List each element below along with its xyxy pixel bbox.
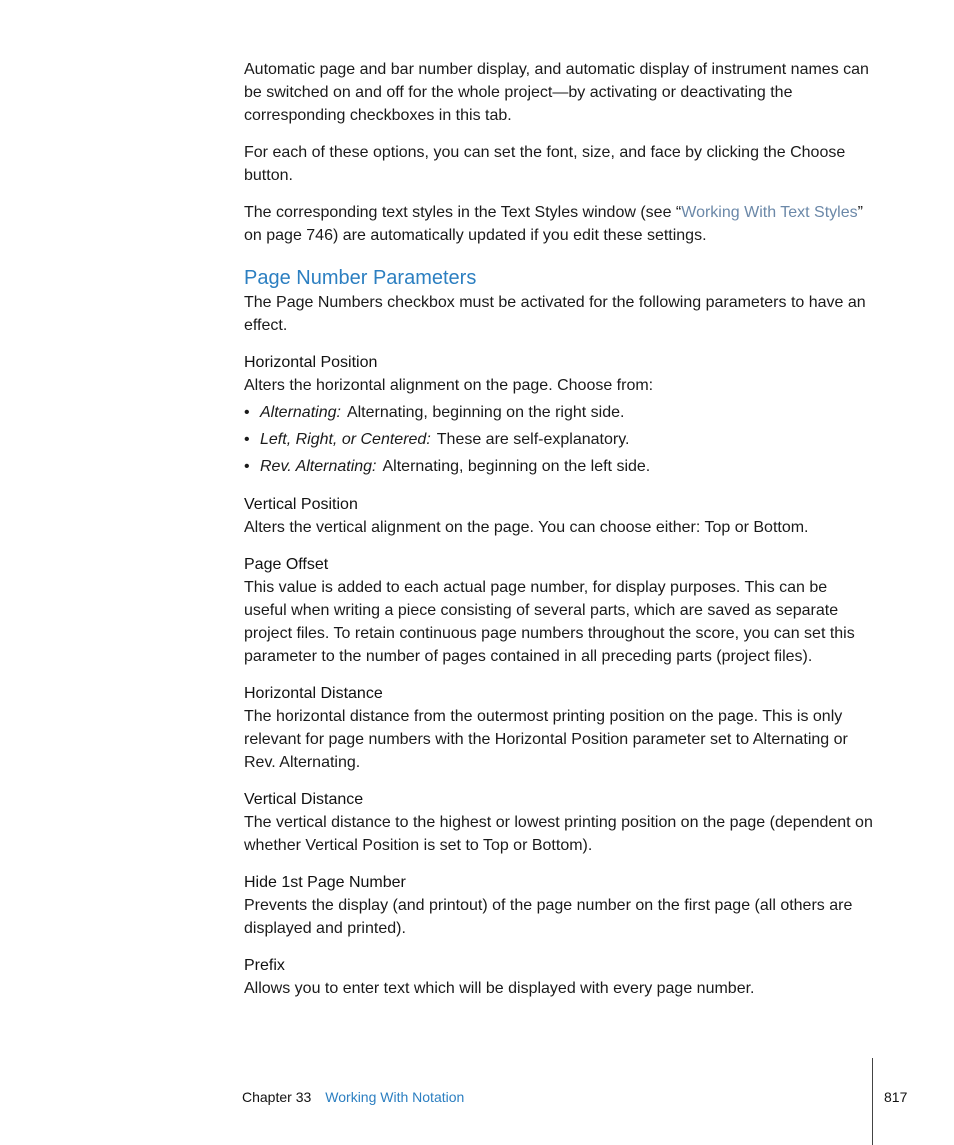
- horizontal-position-desc: Alters the horizontal alignment on the page. Choose from:: [244, 377, 654, 394]
- page-offset-title: Page Offset: [244, 556, 329, 573]
- footer-divider: [872, 1058, 873, 1145]
- hide-first-page-number-desc: Prevents the display (and printout) of the page number on the first page (all others are displayed and printed).: [244, 897, 853, 937]
- intro-paragraph-1: Automatic page and bar number display, and automatic display of instrument names can be switched on and off for the whole project—by activating or deactivating the corresponding checkboxes in this tab.: [244, 61, 869, 124]
- option-term: Alternating:: [260, 404, 341, 421]
- vertical-position-desc: Alters the vertical alignment on the page. You can choose either: Top or Bottom.: [244, 519, 809, 536]
- option-text: These are self-explanatory.: [436, 431, 630, 448]
- list-item: [244, 455, 874, 479]
- prefix-desc: Allows you to enter text which will be displayed with every page number.: [244, 980, 755, 997]
- prefix-title: Prefix: [244, 957, 285, 974]
- vertical-position-title: Vertical Position: [244, 496, 358, 513]
- intro-paragraph-3-end: ” on page 746) are automatically updated if you edit these settings.: [244, 204, 863, 244]
- page-content: [244, 58, 874, 1014]
- text-styles-link[interactable]: Working With Text Styles: [681, 204, 858, 221]
- horizontal-distance-desc: The horizontal distance from the outermost printing position on the page. This is only relevant for page numbers with the Horizontal Position parameter set to Alternating or Rev. Alternating.: [244, 708, 848, 771]
- intro-paragraph-3-start: The corresponding text styles in the Text Styles window (see “: [244, 204, 682, 221]
- hide-first-page-number-title: Hide 1st Page Number: [244, 874, 406, 891]
- vertical-distance-desc: The vertical distance to the highest or lowest printing position on the page (dependent on whether Vertical Position is set to Top or Bottom).: [244, 814, 873, 854]
- intro-paragraph-3: [244, 201, 874, 247]
- page-offset-desc: This value is added to each actual page number, for display purposes. This can be useful when writing a piece consisting of several parts, which are saved as separate project files. To retain continuous page numbers throughout the score, you can set this parameter to the number of pages contained in all preceding parts (project files).: [244, 579, 855, 665]
- page-number: 817: [884, 1089, 908, 1105]
- section-title: Page Number Parameters: [244, 267, 477, 289]
- horizontal-distance-title: Horizontal Distance: [244, 685, 383, 702]
- bullet-icon: •: [244, 404, 250, 421]
- horizontal-position-title: Horizontal Position: [244, 354, 378, 371]
- chapter-title-link[interactable]: Working With Notation: [325, 1089, 465, 1105]
- option-text: Alternating, beginning on the right side.: [346, 404, 625, 421]
- page-footer: [242, 1087, 464, 1107]
- chapter-label: Chapter 33: [242, 1089, 312, 1105]
- option-term: Left, Right, or Centered:: [260, 431, 431, 448]
- option-text: Alternating, beginning on the left side.: [382, 458, 651, 475]
- list-item: [244, 428, 874, 452]
- vertical-distance-title: Vertical Distance: [244, 791, 364, 808]
- section-intro: The Page Numbers checkbox must be activated for the following parameters to have an effect.: [244, 294, 866, 334]
- list-item: [244, 401, 874, 425]
- bullet-icon: •: [244, 431, 250, 448]
- option-term: Rev. Alternating:: [260, 458, 377, 475]
- horizontal-position-options: [244, 401, 874, 479]
- bullet-icon: •: [244, 458, 250, 475]
- intro-paragraph-2: For each of these options, you can set the font, size, and face by clicking the Choose button.: [244, 144, 846, 184]
